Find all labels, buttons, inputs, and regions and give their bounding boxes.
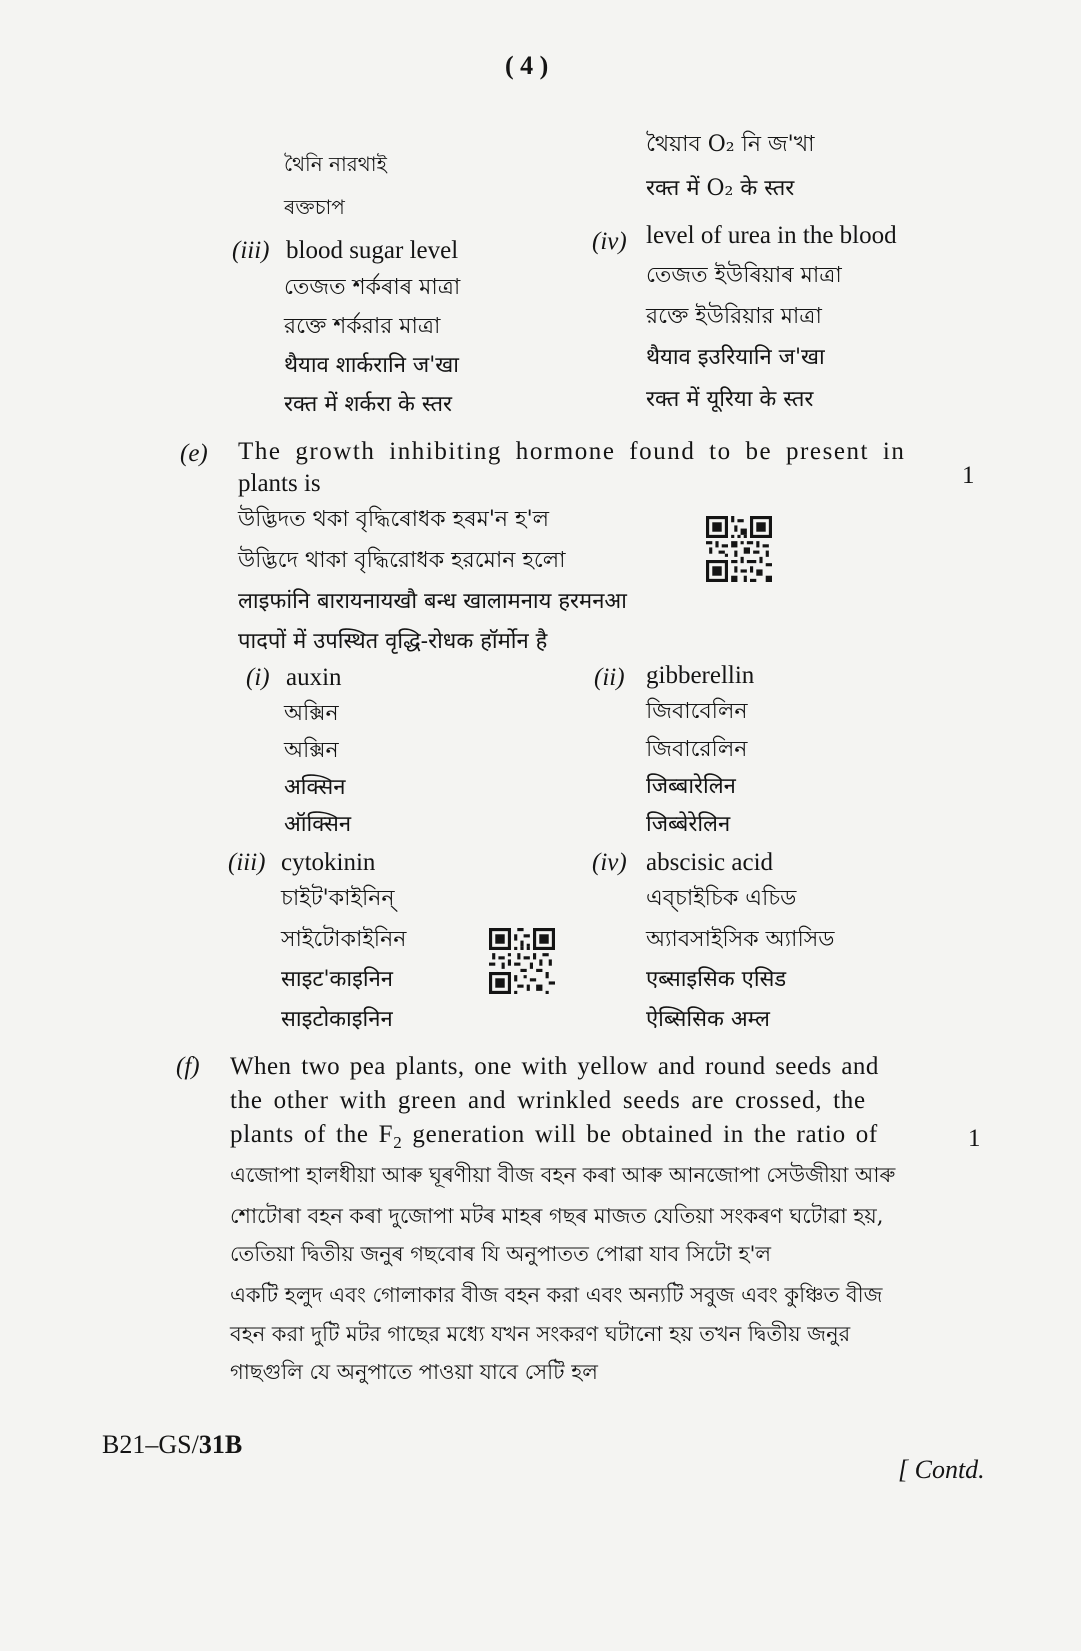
option-iii-label: blood sugar level: [286, 237, 459, 264]
option-e-i-line: অক্সিন: [284, 738, 339, 763]
option-e-iv-line: एब्साइसिक एसिड: [646, 967, 787, 992]
option-e-i-label: auxin: [286, 664, 342, 691]
option-iii-line: रक्त में शर्करा के स्तर: [284, 392, 453, 417]
option-e-iv-line: এব্‌চাইচিক এচিড: [646, 886, 797, 911]
option-e-iv-label: abscisic acid: [646, 849, 774, 876]
option-e-ii-line: জিবারেলিন: [646, 737, 748, 762]
question-e-line2: plants is: [238, 470, 321, 497]
prev-option-hindi-o2: रक्त में O₂ के स्तर: [646, 176, 795, 201]
qr-code-icon: [706, 516, 772, 582]
option-e-ii-number: (ii): [594, 664, 625, 691]
continued-label: [ Contd.: [898, 1455, 985, 1484]
option-e-iv-line: ऐब्सिसिक अम्ल: [646, 1007, 770, 1032]
option-iv-line: रक्त में यूरिया के स्तर: [646, 387, 814, 412]
option-e-iii-line: साइट'काइनिन: [281, 967, 394, 992]
question-e-marks: 1: [962, 462, 975, 489]
question-e-bodo: लाइफांनि बारायनायखौ बन्ध खालामनाय हरमनआ: [238, 589, 627, 614]
question-e-line1: The growth inhibiting hormone found to be present in: [238, 438, 906, 465]
question-f-line1: When two pea plants, one with yellow and round seeds and: [230, 1053, 879, 1080]
question-f-assamese-line: তেতিয়া দ্বিতীয় জনুৰ গছবোৰ যি অনুপাতত পোৱা যাব সিটো হ'ল: [230, 1242, 771, 1266]
option-e-ii-line: জিবাবেলিন: [646, 699, 748, 724]
question-f-bengali-line: গাছগুলি যে অনুপাতে পাওয়া যাবে সেটি হল: [230, 1360, 598, 1384]
option-iii-line: তেজত শৰ্কৰাৰ মাত্ৰা: [284, 275, 461, 300]
prev-option-bodo: ৰক্তচাপ: [284, 195, 345, 219]
option-e-iii-line: साइटोकाइनिन: [281, 1007, 393, 1032]
question-f-line3-pre: plants of the F: [230, 1121, 394, 1148]
question-f-line3: [230, 1121, 878, 1157]
question-f-label: (f): [176, 1053, 200, 1080]
option-e-i-line: ऑक्सिन: [284, 812, 352, 837]
question-f-assamese-line: শোটোৰা বহন কৰা দুজোপা মটৰ মাহৰ গছৰ মাজত যেতিয়া সংকৰণ ঘটোৱা হয়,: [230, 1204, 884, 1228]
option-e-iii-label: cytokinin: [281, 849, 376, 876]
option-e-ii-label: gibberellin: [646, 662, 755, 689]
paper-code-prefix: B21–GS/: [102, 1430, 199, 1459]
question-f-line3-sub: 2: [393, 1133, 403, 1152]
option-e-iv-line: অ্যাবসাইসিক অ্যাসিড: [646, 927, 835, 952]
prev-option-bodo-o2: থৈয়াব O₂ নি জ'খা: [646, 132, 815, 157]
question-e-label: (e): [180, 440, 208, 467]
paper-code-number: 31B: [198, 1430, 243, 1459]
option-iv-line: তেজত ইউৰিয়াৰ মাত্ৰা: [646, 263, 842, 288]
question-f-bengali-line: একটি হলুদ এবং গোলাকার বীজ বহন করা এবং অন্যটি সবুজ এবং কুঞ্চিত বীজ: [230, 1283, 883, 1307]
question-e-bengali: উদ্ভিদে থাকা বৃদ্ধিরোধক হরমোন হলো: [238, 548, 566, 573]
question-e-hindi: पादपों में उपस्थित वृद्धि-रोधक हॉर्मोन है: [238, 629, 548, 654]
question-f-line2: the other with green and wrinkled seeds are crossed, the: [230, 1087, 866, 1114]
option-e-iii-line: সাইটোকাইনিন: [281, 927, 407, 952]
option-iv-line: थैयाव इउरियानि ज'खा: [646, 345, 825, 370]
question-f-marks: 1: [968, 1125, 981, 1152]
qr-code-icon: [489, 928, 555, 994]
option-e-iii-number: (iii): [228, 849, 266, 876]
question-f-line3-post: generation will be obtained in the ratio of: [402, 1121, 878, 1148]
option-e-ii-line: जिब्बेरेलिन: [646, 812, 731, 837]
paper-code: [102, 1431, 242, 1459]
option-iii-line: थैयाव शार्करानि ज'खा: [284, 353, 459, 378]
option-iv-label: level of urea in the blood: [646, 222, 897, 249]
question-f-bengali-line: বহন করা দুটি মটর গাছের মধ্যে যখন সংকরণ ঘটানো হয় তখন দ্বিতীয় জনুর: [230, 1322, 851, 1346]
option-iv-number: (iv): [592, 228, 627, 255]
option-iv-line: রক্তে ইউরিয়ার মাত্রা: [646, 304, 822, 329]
option-e-i-line: অক্সিন: [284, 701, 339, 726]
question-f-assamese-line: এজোপা হালধীয়া আৰু ঘূৰণীয়া বীজ বহন কৰা আৰু আনজোপা সেউজীয়া আৰু: [230, 1163, 896, 1187]
option-e-i-number: (i): [246, 664, 270, 691]
prev-option-assamese: থৈনি নারথাই: [284, 152, 387, 176]
page-number: ( 4 ): [505, 51, 549, 80]
option-e-ii-line: जिब्बारेलिन: [646, 774, 736, 799]
option-e-iii-line: চাইট'কাইনিন্: [281, 886, 395, 911]
option-iii-number: (iii): [232, 237, 270, 264]
question-e-assamese: উদ্ভিদত থকা বৃদ্ধিৰোধক হৰম'ন হ'ল: [238, 507, 550, 532]
option-e-iv-number: (iv): [592, 849, 627, 876]
option-iii-line: রক্তে শর্করার মাত্রা: [284, 314, 441, 339]
option-e-i-line: अक्सिन: [284, 775, 346, 800]
